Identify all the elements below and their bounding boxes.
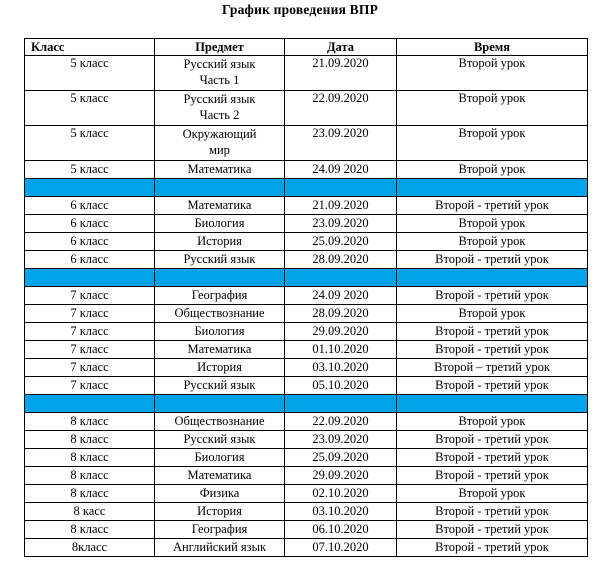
subject-cell: История [155,233,285,251]
subject-cell: Биология [155,215,285,233]
date-cell: 03.10.2020 [285,503,397,521]
subject-cell: Биология [155,449,285,467]
date-cell: 07.10.2020 [285,539,397,557]
separator-cell [155,395,285,413]
subject-cell: Окружающий мир [155,126,285,161]
grade-cell: 7 класс [25,359,155,377]
date-cell: 21.09.2020 [285,56,397,91]
grade-cell: 6 класс [25,233,155,251]
grade-cell: 5 класс [25,91,155,126]
time-cell: Второй урок [397,161,588,179]
header-time: Время [397,39,588,56]
separator-cell [155,179,285,197]
date-cell: 22.09.2020 [285,413,397,431]
date-cell: 03.10.2020 [285,359,397,377]
subject-cell: Физика [155,485,285,503]
separator-cell [25,269,155,287]
table-row [25,467,588,485]
separator-cell [285,179,397,197]
table-row [25,377,588,395]
grade-cell: 6 класс [25,197,155,215]
time-cell: Второй - третий урок [397,467,588,485]
separator-cell [285,269,397,287]
table-row [25,197,588,215]
grade-cell: 8 класс [25,467,155,485]
table-row [25,126,588,161]
header-row [25,39,588,56]
subject-cell: Русский язык [155,251,285,269]
schedule-body [25,56,588,557]
time-cell: Второй – третий урок [397,359,588,377]
table-row [25,485,588,503]
time-cell: Второй урок [397,305,588,323]
table-row [25,305,588,323]
time-cell: Второй - третий урок [397,539,588,557]
grade-cell: 8 касс [25,503,155,521]
table-row [25,449,588,467]
table-row [25,431,588,449]
separator-cell [397,269,588,287]
table-row [25,251,588,269]
header-grade: Класс [25,39,155,56]
date-cell: 24.09 2020 [285,161,397,179]
date-cell: 06.10.2020 [285,521,397,539]
subject-cell: Русский язык [155,377,285,395]
grade-cell: 8 класс [25,413,155,431]
grade-cell: 6 класс [25,251,155,269]
date-cell: 23.09.2020 [285,215,397,233]
table-row [25,359,588,377]
date-cell: 23.09.2020 [285,431,397,449]
table-row [25,539,588,557]
time-cell: Второй урок [397,91,588,126]
time-cell: Второй урок [397,485,588,503]
time-cell: Второй - третий урок [397,323,588,341]
table-row [25,233,588,251]
date-cell: 25.09.2020 [285,449,397,467]
table-row [25,503,588,521]
grade-cell: 8 класс [25,485,155,503]
time-cell: Второй урок [397,126,588,161]
time-cell: Второй - третий урок [397,251,588,269]
time-cell: Второй - третий урок [397,341,588,359]
grade-cell: 5 класс [25,126,155,161]
date-cell: 28.09.2020 [285,305,397,323]
date-cell: 01.10.2020 [285,341,397,359]
subject-cell: Математика [155,161,285,179]
table-row [25,521,588,539]
date-cell: 25.09.2020 [285,233,397,251]
header-subject: Предмет [155,39,285,56]
date-cell: 24.09 2020 [285,287,397,305]
date-cell: 29.09.2020 [285,323,397,341]
separator-row [25,269,588,287]
date-cell: 29.09.2020 [285,467,397,485]
table-row [25,323,588,341]
subject-cell: Математика [155,341,285,359]
subject-cell: История [155,359,285,377]
time-cell: Второй - третий урок [397,521,588,539]
date-cell: 22.09.2020 [285,91,397,126]
time-cell: Второй урок [397,215,588,233]
time-cell: Второй - третий урок [397,377,588,395]
subject-cell: Математика [155,467,285,485]
grade-cell: 6 класс [25,215,155,233]
time-cell: Второй - третий урок [397,449,588,467]
time-cell: Второй - третий урок [397,287,588,305]
separator-cell [285,395,397,413]
separator-row [25,395,588,413]
grade-cell: 8класс [25,539,155,557]
separator-row [25,179,588,197]
subject-cell: Математика [155,197,285,215]
subject-cell: Биология [155,323,285,341]
table-row [25,56,588,91]
grade-cell: 8 класс [25,431,155,449]
document-title: График проведения ВПР [221,2,379,17]
grade-cell: 7 класс [25,377,155,395]
subject-cell: География [155,521,285,539]
header-date: Дата [285,39,397,56]
table-row [25,91,588,126]
table-row [25,287,588,305]
date-cell: 21.09.2020 [285,197,397,215]
separator-cell [397,395,588,413]
table-row [25,161,588,179]
subject-cell: Русский язык Часть 1 [155,56,285,91]
separator-cell [155,269,285,287]
date-cell: 28.09.2020 [285,251,397,269]
schedule-table [24,38,588,557]
date-cell: 23.09.2020 [285,126,397,161]
grade-cell: 7 класс [25,323,155,341]
time-cell: Второй - третий урок [397,431,588,449]
date-cell: 02.10.2020 [285,485,397,503]
subject-cell: Обществознание [155,305,285,323]
subject-cell: История [155,503,285,521]
time-cell: Второй урок [397,233,588,251]
table-row [25,413,588,431]
subject-cell: География [155,287,285,305]
table-row [25,215,588,233]
grade-cell: 7 класс [25,287,155,305]
grade-cell: 5 класс [25,161,155,179]
grade-cell: 5 класс [25,56,155,91]
grade-cell: 8 класс [25,449,155,467]
separator-cell [25,179,155,197]
subject-cell: Русский язык [155,431,285,449]
subject-cell: Русский язык Часть 2 [155,91,285,126]
separator-cell [397,179,588,197]
grade-cell: 7 класс [25,305,155,323]
time-cell: Второй - третий урок [397,503,588,521]
table-row [25,341,588,359]
date-cell: 05.10.2020 [285,377,397,395]
subject-cell: Обществознание [155,413,285,431]
separator-cell [25,395,155,413]
time-cell: Второй урок [397,56,588,91]
subject-cell: Английский язык [155,539,285,557]
grade-cell: 8 класс [25,521,155,539]
grade-cell: 7 класс [25,341,155,359]
time-cell: Второй - третий урок [397,197,588,215]
time-cell: Второй урок [397,413,588,431]
